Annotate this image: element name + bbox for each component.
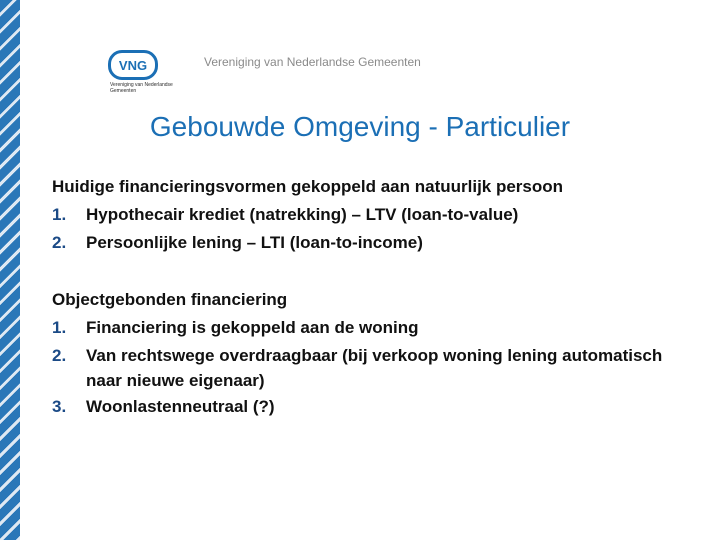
- list-item: [52, 229, 692, 257]
- slide-content: [52, 173, 692, 421]
- list-item-text: Woonlastenneutraal (?): [86, 397, 275, 416]
- list-item-text: Hypothecair krediet (natrekking) – LTV (loan-to-value): [86, 205, 519, 224]
- list-item-number: 3.: [52, 397, 67, 416]
- vng-logo-tagline: Vereniging van Nederlandse Gemeenten: [110, 82, 173, 94]
- vng-logo: [104, 46, 196, 98]
- numbered-list: [52, 201, 692, 257]
- list-item-text: Persoonlijke lening – LTI (loan-to-income): [86, 233, 423, 252]
- numbered-list: [52, 314, 692, 421]
- list-item-number: 2.: [52, 233, 67, 252]
- list-item: [52, 201, 692, 229]
- list-item: [52, 314, 692, 342]
- list-item: [52, 342, 692, 393]
- list-item: [52, 393, 692, 421]
- list-item-text: Van rechtswege overdraagbaar (bij verkoop woning lening automatisch naar nieuwe eigenaar): [86, 346, 663, 390]
- list-item-number: 1.: [52, 318, 67, 337]
- section-heading: Objectgebonden financiering: [52, 290, 288, 309]
- section-current-financing: [52, 173, 692, 257]
- decorative-side-stripe: [0, 0, 20, 540]
- slide-title: Gebouwde Omgeving - Particulier: [149, 111, 571, 142]
- list-item-number: 1.: [52, 205, 67, 224]
- section-object-financing: [52, 286, 692, 421]
- list-item-text: Financiering is gekoppeld aan de woning: [86, 318, 419, 337]
- organization-name: Vereniging van Nederlandse Gemeenten: [204, 55, 421, 69]
- vng-logo-text: VNG: [118, 57, 148, 73]
- section-spacer: [52, 257, 692, 286]
- list-item-number: 2.: [52, 346, 67, 365]
- section-heading: Huidige financieringsvormen gekoppeld aan natuurlijk persoon: [52, 177, 564, 196]
- vng-logo-badge: [108, 50, 158, 80]
